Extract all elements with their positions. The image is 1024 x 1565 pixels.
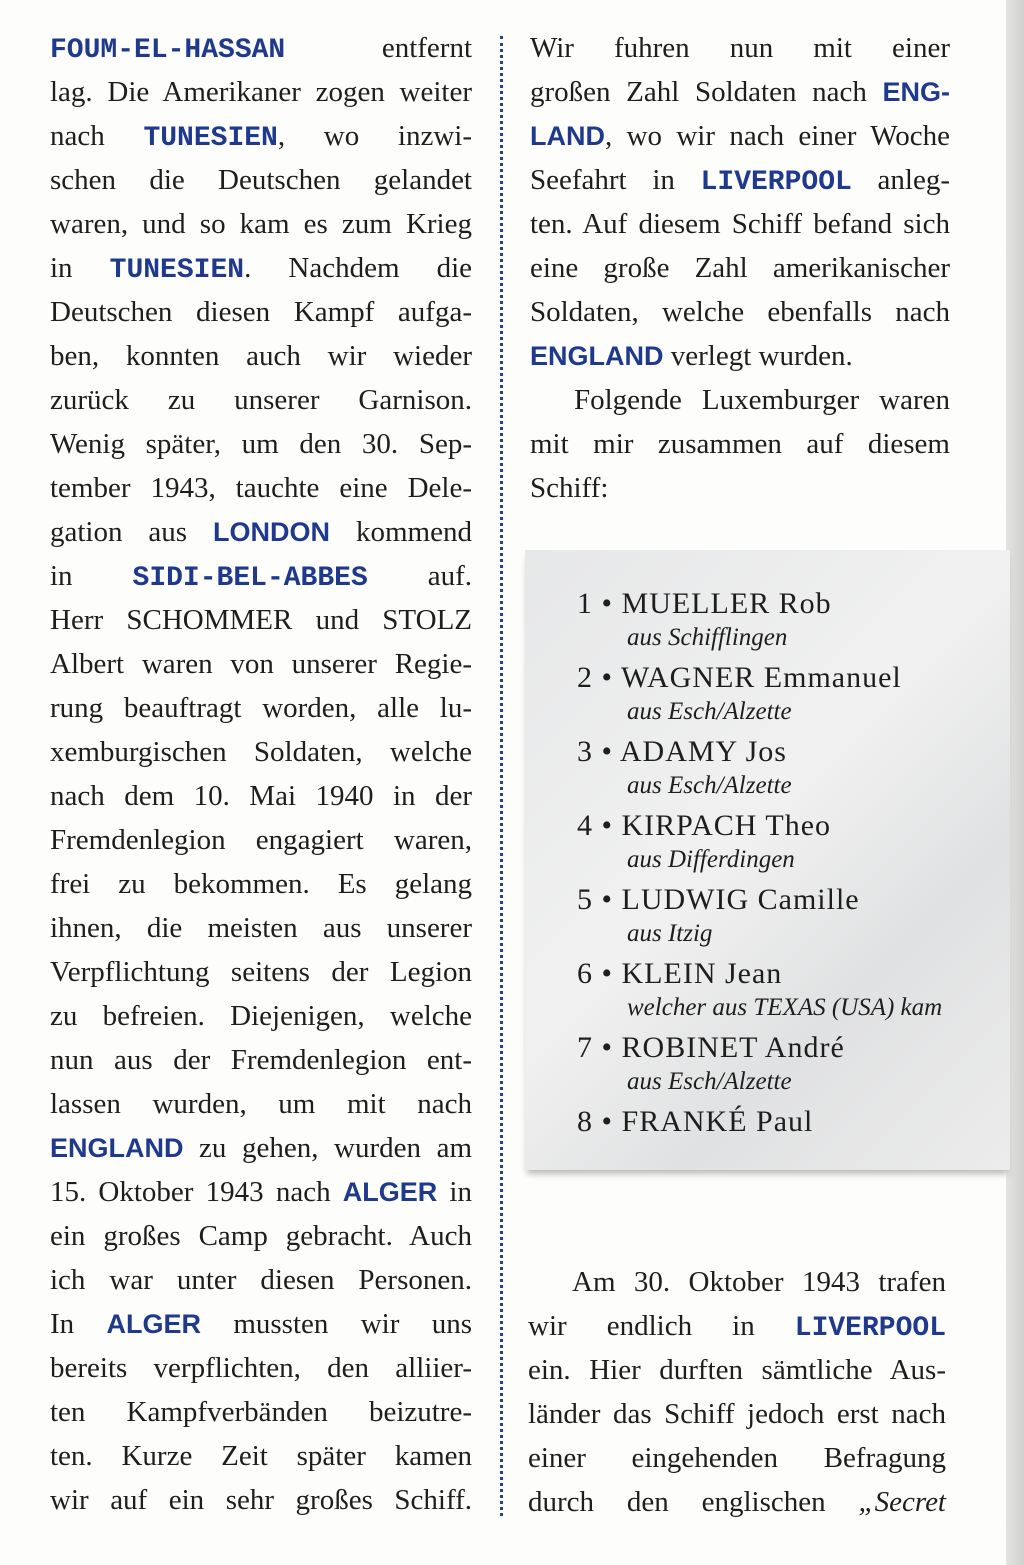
entry-num: 8 xyxy=(577,1105,593,1138)
text-segment: länder das Schiff jedoch erst nach xyxy=(528,1398,946,1430)
entry-origin: aus Esch/Alzette xyxy=(627,1068,792,1095)
text-segment: auf. xyxy=(367,560,472,592)
place-name: ALGER xyxy=(106,1309,201,1339)
text-line xyxy=(50,1346,472,1390)
entry-bullet: • xyxy=(601,735,614,768)
entry-origin: aus Esch/Alzette xyxy=(627,698,792,725)
text-segment: ten. Auf diesem Schiff befand sich xyxy=(530,208,950,240)
passenger-list-box xyxy=(525,550,1010,1170)
text-segment: durch den englischen xyxy=(528,1486,859,1518)
text-segment: Soldaten, welche ebenfalls nach xyxy=(530,296,950,328)
entry-name xyxy=(577,1104,813,1140)
place-name: LAND xyxy=(530,121,605,151)
text-segment: zu befreien. Diejenigen, welche xyxy=(50,1000,472,1032)
entry-name xyxy=(577,1030,845,1066)
text-line xyxy=(50,1214,472,1258)
text-segment: In xyxy=(50,1308,107,1340)
text-segment: bereits verpflichten, den alliier- xyxy=(50,1352,472,1384)
text-segment: entfernt xyxy=(285,32,472,64)
text-line xyxy=(530,202,950,246)
entry-bullet: • xyxy=(601,661,614,694)
text-segment: anleg- xyxy=(851,164,950,196)
entry-name xyxy=(577,734,792,770)
text-line xyxy=(528,1436,946,1480)
text-segment: lassen wurden, um mit nach xyxy=(50,1088,472,1120)
entry-name: ADAMY Jos xyxy=(619,735,787,768)
place-name: ENG- xyxy=(882,77,950,107)
text-segment: ihnen, die meisten aus unserer xyxy=(50,912,472,944)
text-segment: Wir fuhren nun mit einer xyxy=(530,32,950,64)
text-line xyxy=(50,70,472,114)
text-line xyxy=(50,642,472,686)
list-entry xyxy=(577,586,832,654)
list-entry xyxy=(577,1030,845,1098)
text-segment: wir auf ein sehr großes Schiff. xyxy=(50,1484,472,1516)
left-column xyxy=(50,26,472,1522)
text-line xyxy=(50,158,472,202)
text-segment: , wo wir nach einer Woche xyxy=(605,120,950,152)
text-segment: Folgende Luxemburger waren xyxy=(574,384,950,416)
text-line xyxy=(50,1170,472,1214)
text-line xyxy=(528,1260,946,1304)
text-segment: Wenig später, um den 30. Sep- xyxy=(50,428,472,460)
text-line xyxy=(50,906,472,950)
entry-origin: aus Esch/Alzette xyxy=(627,772,792,799)
text-segment: , wo inzwi- xyxy=(277,120,473,152)
text-line xyxy=(50,1258,472,1302)
text-segment: eine große Zahl amerikanischer xyxy=(530,252,950,284)
column-divider xyxy=(500,36,503,1516)
text-line xyxy=(50,730,472,774)
text-segment: großen Zahl Soldaten nach xyxy=(530,76,883,108)
text-line xyxy=(50,26,472,70)
entry-origin: welcher aus TEXAS (USA) kam xyxy=(627,994,943,1021)
right-column-top xyxy=(530,26,950,510)
text-segment: in xyxy=(50,560,133,592)
text-line xyxy=(50,598,472,642)
text-line xyxy=(50,818,472,862)
text-line xyxy=(530,378,950,422)
text-line xyxy=(50,246,472,290)
text-line xyxy=(50,862,472,906)
text-segment: nach xyxy=(50,120,144,152)
text-segment: rung beauftragt worden, alle lu- xyxy=(50,692,472,724)
entry-name xyxy=(577,808,831,844)
entry-origin: aus Schifflingen xyxy=(627,624,788,651)
place-name: LIVERPOOL xyxy=(794,1313,946,1344)
place-name: LONDON xyxy=(213,517,331,547)
place-name: ENGLAND xyxy=(530,341,664,371)
text-line xyxy=(530,26,950,70)
text-line xyxy=(50,1390,472,1434)
text-line xyxy=(50,510,472,554)
place-name: TUNESIEN xyxy=(143,123,278,154)
text-segment: gation aus xyxy=(50,516,214,548)
entry-num: 7 xyxy=(577,1031,593,1064)
entry-num: 5 xyxy=(577,883,593,916)
entry-name xyxy=(577,586,832,622)
text-segment: Fremdenlegion engagiert waren, xyxy=(50,824,472,856)
list-entry xyxy=(577,808,831,876)
text-segment: ben, konnten auch wir wieder xyxy=(50,340,472,372)
text-segment: zurück zu unserer Garnison. xyxy=(50,384,472,416)
entry-name: LUDWIG Camille xyxy=(621,883,860,916)
text-line xyxy=(530,334,950,378)
text-segment: nun aus der Fremdenlegion ent- xyxy=(50,1044,472,1076)
place-name: TUNESIEN xyxy=(109,255,245,286)
text-line xyxy=(528,1304,946,1348)
text-line xyxy=(50,114,472,158)
text-segment: tember 1943, tauchte eine Dele- xyxy=(50,472,472,504)
entry-name: MUELLER Rob xyxy=(621,587,832,620)
text-segment: 15. Oktober 1943 nach xyxy=(50,1176,343,1208)
text-segment: verlegt wurden. xyxy=(663,340,853,372)
text-line xyxy=(50,1478,472,1522)
text-line xyxy=(528,1348,946,1392)
text-line xyxy=(50,1302,472,1346)
text-line xyxy=(50,774,472,818)
text-line xyxy=(50,334,472,378)
place-name: SIDI-BEL-ABBES xyxy=(132,563,368,594)
entry-name xyxy=(577,882,860,918)
text-line xyxy=(50,466,472,510)
text-line xyxy=(530,466,950,510)
entry-num: 6 xyxy=(577,957,593,990)
entry-name xyxy=(577,660,902,696)
text-segment: mussten wir uns xyxy=(201,1308,472,1340)
entry-bullet: • xyxy=(601,587,614,620)
text-segment: Herr SCHOMMER und STOLZ xyxy=(50,604,472,636)
text-line xyxy=(50,378,472,422)
list-entry xyxy=(577,882,860,950)
text-line xyxy=(50,994,472,1038)
text-line xyxy=(50,1434,472,1478)
text-line xyxy=(50,1038,472,1082)
list-entry xyxy=(577,956,942,1024)
text-segment: schen die Deutschen gelandet xyxy=(50,164,472,196)
entry-origin: aus Itzig xyxy=(627,920,713,947)
text-segment: in xyxy=(50,252,110,284)
text-line xyxy=(528,1392,946,1436)
text-segment: ein. Hier durften sämtliche Aus- xyxy=(528,1354,946,1386)
text-line xyxy=(528,1480,946,1524)
text-segment: Schiff: xyxy=(530,472,609,504)
text-segment: einer eingehenden Befragung xyxy=(528,1442,946,1474)
entry-name: WAGNER Emmanuel xyxy=(620,661,902,694)
place-name: ALGER xyxy=(342,1177,438,1207)
text-segment: frei zu bekommen. Es gelang xyxy=(50,868,472,900)
text-segment: nach dem 10. Mai 1940 in der xyxy=(50,780,472,812)
text-segment: Verpflichtung seitens der Legion xyxy=(50,956,472,988)
entry-name: ROBINET André xyxy=(621,1031,845,1064)
text-line xyxy=(50,686,472,730)
text-segment: ten. Kurze Zeit später kamen xyxy=(50,1440,472,1472)
text-segment: Deutschen diesen Kampf aufga- xyxy=(50,296,472,328)
text-line xyxy=(530,114,950,158)
entry-bullet: • xyxy=(601,883,614,916)
entry-name: KIRPACH Theo xyxy=(621,809,832,842)
text-segment: ich war unter diesen Personen. xyxy=(50,1264,472,1296)
text-line xyxy=(50,950,472,994)
entry-num: 1 xyxy=(577,587,593,620)
text-segment: zu gehen, wurden am xyxy=(183,1132,472,1164)
text-segment: Albert waren von unserer Regie- xyxy=(50,648,472,680)
text-line xyxy=(50,290,472,334)
entry-bullet: • xyxy=(601,1105,614,1138)
entry-num: 2 xyxy=(577,661,593,694)
entry-name: KLEIN Jean xyxy=(621,957,783,990)
text-line xyxy=(530,290,950,334)
text-segment: Seefahrt in xyxy=(530,164,701,196)
text-segment: ein großes Camp gebracht. Auch xyxy=(50,1220,472,1252)
list-entry xyxy=(577,660,902,728)
entry-bullet: • xyxy=(601,1031,614,1064)
text-segment: kommend xyxy=(330,516,472,548)
text-segment: . Nachdem die xyxy=(244,252,473,284)
text-segment: ten Kampfverbänden beizutre- xyxy=(50,1396,472,1428)
text-segment: xemburgischen Soldaten, welche xyxy=(50,736,472,768)
entry-bullet: • xyxy=(601,809,614,842)
place-name: ENGLAND xyxy=(50,1133,184,1163)
text-segment: waren, und so kam es zum Krieg xyxy=(50,208,472,240)
right-column-bottom xyxy=(528,1260,946,1524)
text-segment: lag. Die Amerikaner zogen weiter xyxy=(50,76,472,108)
text-line xyxy=(50,1082,472,1126)
text-line xyxy=(530,158,950,202)
text-line xyxy=(50,202,472,246)
text-line xyxy=(530,70,950,114)
list-entry xyxy=(577,734,792,802)
text-line xyxy=(530,246,950,290)
entry-num: 3 xyxy=(577,735,593,768)
text-line xyxy=(50,422,472,466)
text-segment: Am 30. Oktober 1943 trafen xyxy=(572,1266,946,1298)
text-segment: mit mir zusammen auf diesem xyxy=(530,428,950,460)
text-segment: „Secret xyxy=(858,1486,946,1518)
entry-origin: aus Differdingen xyxy=(627,846,795,873)
text-segment: in xyxy=(437,1176,472,1208)
text-segment: wir endlich in xyxy=(528,1310,795,1342)
text-line xyxy=(530,422,950,466)
place-name: LIVERPOOL xyxy=(700,167,852,198)
place-name: FOUM-EL-HASSAN xyxy=(50,35,286,66)
text-line xyxy=(50,554,472,598)
entry-num: 4 xyxy=(577,809,593,842)
entry-bullet: • xyxy=(601,957,614,990)
list-entry xyxy=(577,1104,813,1140)
entry-name: FRANKÉ Paul xyxy=(621,1105,814,1138)
entry-name xyxy=(577,956,942,992)
text-line xyxy=(50,1126,472,1170)
